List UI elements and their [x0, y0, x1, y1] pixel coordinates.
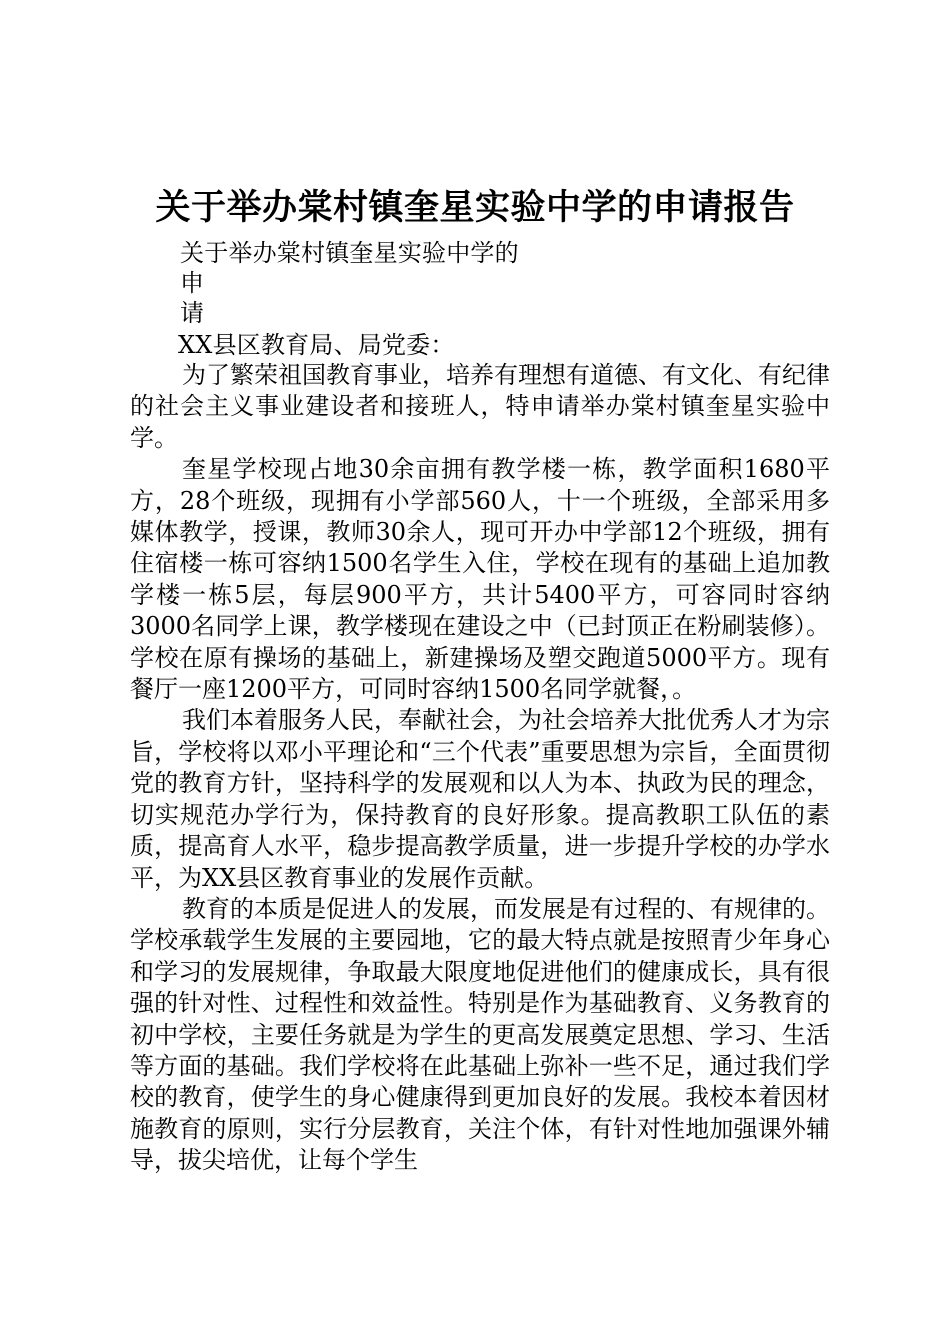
subtitle-line-2: 申 [180, 269, 205, 297]
paragraph-1: 为了繁荣祖国教育事业，培养有理想有道德、有文化、有纪律的社会主义事业建设者和接班人，特申请举办棠村镇奎星实验中学。 [130, 361, 830, 452]
salutation: XX县区教育局、局党委： [178, 331, 455, 359]
body-text [130, 360, 830, 1177]
paragraph-2: 奎星学校现占地30余亩拥有教学楼一栋，教学面积1680平方，28个班级，现拥有小学部560人，十一个班级，全部采用多媒体教学，授课，教师30余人，现可开办中学部12个班级，拥有住宿楼一栋可容纳1500名学生入住，学校在现有的基础上追加教学楼一栋5层，每层900平方，共计5400平方，可容同时容纳3000名同学上课，教学楼现在建设之中（已封顶正在粉刷装修）。学校在原有操场的基础上，新建操场及塑交跑道5000平方。现有餐厅一座1200平方，可同时容纳1500名同学就餐，。 [130, 455, 830, 704]
subtitle-line-3: 请 [180, 299, 205, 327]
paragraph-3: 我们本着服务人民，奉献社会，为社会培养大批优秀人才为宗旨，学校将以邓小平理论和“三个代表”重要思想为宗旨，全面贯彻党的教育方针，坚持科学的发展观和以人为本、执政为民的理念，切实规范办学行为，保持教育的良好形象。提高教职工队伍的素质，提高育人水平，稳步提高教学质量，进一步提升学校的办学水平，为XX县区教育事业的发展作贡献。 [130, 706, 830, 892]
subtitle-line-1: 关于举办棠村镇奎星实验中学的 [180, 239, 519, 267]
document-title: 关于举办棠村镇奎星实验中学的申请报告 [155, 188, 795, 228]
paragraph-4: 教育的本质是促进人的发展，而发展是有过程的、有规律的。学校承载学生发展的主要园地，它的最大特点就是按照青少年身心和学习的发展规律，争取最大限度地促进他们的健康成长，具有很强的针对性、过程性和效益性。特别是作为基础教育、义务教育的初中学校，主要任务就是为学生的更高发展奠定思想、学习、生活等方面的基础。我们学校将在此基础上弥补一些不足，通过我们学校的教育，使学生的身心健康得到更加良好的发展。我校本着因材施教育的原则，实行分层教育，关注个体，有针对性地加强课外辅导，拔尖培优，让每个学生 [130, 894, 830, 1175]
